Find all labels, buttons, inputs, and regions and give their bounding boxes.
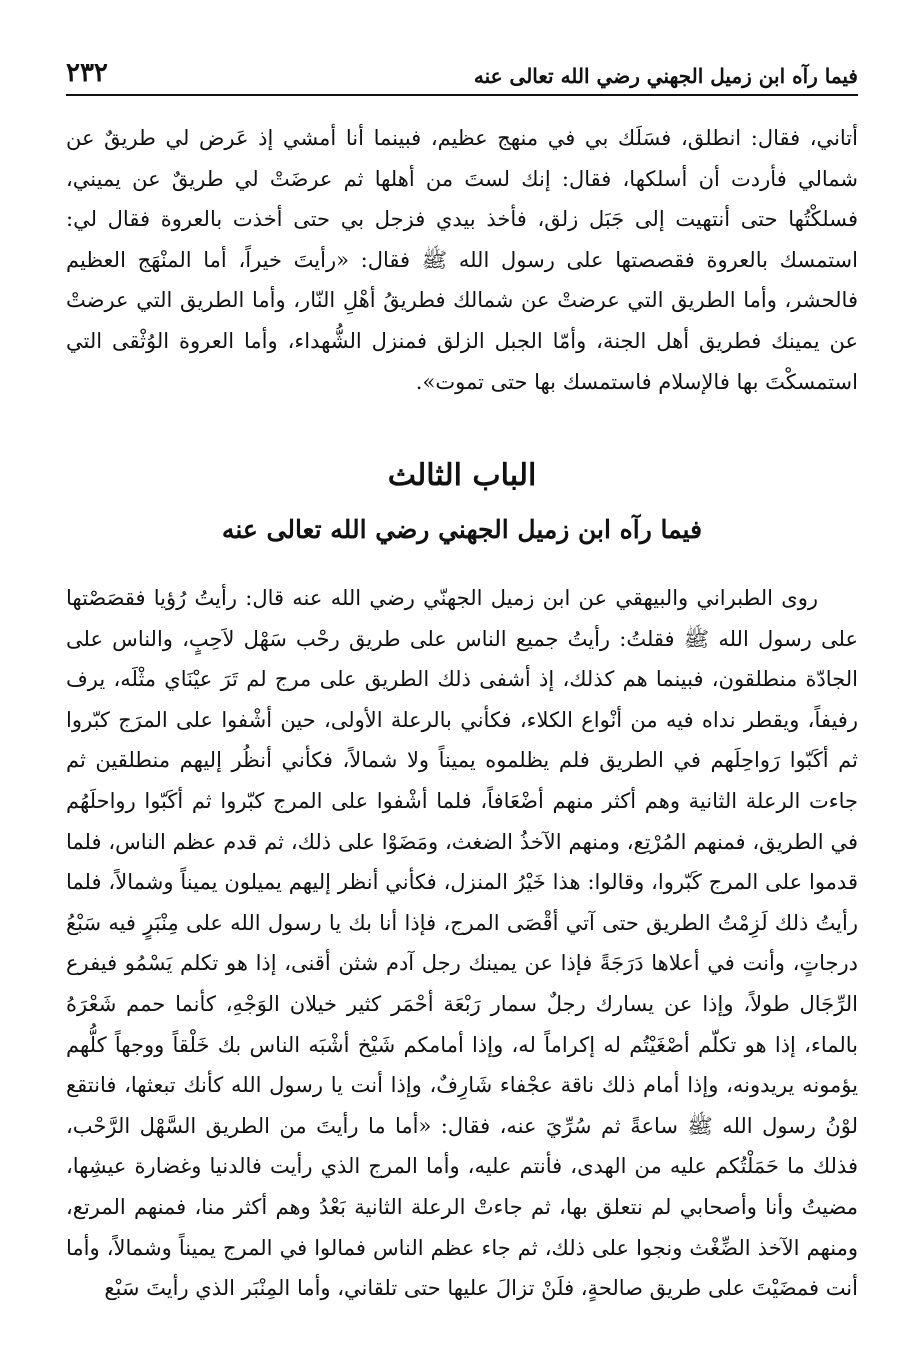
page-number: ٢٣٢ xyxy=(66,58,108,88)
page-header xyxy=(66,50,858,96)
chapter-heading: الباب الثالث xyxy=(387,458,537,493)
main-paragraph: روى الطبراني والبيهقي عن ابن زميل الجهنّي رضي الله عنه قال: رأيتُ رُؤيا فقصَصْتها على رسول الله ﷺ فقلتُ: رأيتُ جميع الناس على طريق رحْب سَهْل لاَحِبٍ، والناس على الجادّة منطلقون، فبينما هم كذلك، إذ أشفى ذلك الطريق على مرج لم تَرَ عيْنَاي مثْلَه، يرف رفيفاً، ويقطر نداه فيه من أنْواع الكلاء، فكأني بالرعلة الأولى، حين أشْفوا على المرَج كبّروا ثم أكَبّوا رَواحِلَهم في الطريق فلم يظلموه يميناً ولا شمالاً، فكأني أنظُر إليهم منطلقين ثم جاءت الرعلة الثانية وهم أكثر منهم أضْعَافاً، فلما أشْفوا على المرج كبّروا ثم أكَبّوا رواحلَهُم في الطريق، فمنهم المُرْتِع، ومنهم الآخذُ الضغث، ومَضَوْا على ذلك، ثم قدم عظم الناس، فلما قدموا على المرج كَبّروا، وقالوا: هذا خَيْرُ المنزل، فكأني أنظر إليهم يميلون يميناً وشمالاً، فلما رأيتُ ذلك لَزِمْتُ الطريق حتى آتي أقْصَى المرج، فإذا أنا بك يا رسول الله على مِنْبَرٍ فيه سَبْعُ درجاتٍ، وأنت في أعلاها دَرَجَةً فإذا عن يمينك رجل آدم شثن أقنى، إذا هو تكلم يَسْمُو فيفرع الرِّجَال طولاً، وإذا عن يسارك رجلٌ سمار رَبْعَة أحْمَر كثير خيلان الوَجْهِ، كأنما حمم شَعْرَهُ بالماء، إذا هو تكلّم أصْغَيْتُم له إكراماً له، وإذا أمامكم شَيْخ أشْبَه الناس بك خَلْقاً ووجهاً كلُّهم يؤمونه يريدونه، وإذا أمام ذلك ناقة عجْفاء شَارِفٌ، وإذا أنت يا رسول الله كأنك تبعثها، فانتقع لوْنُ رسول الله ﷺ ساعةً ثم سُرِّيَ عنه، فقال: «أما ما رأيتَ من الطريق السَّهْل الرَّحْب، فذلك ما حَمَلْتُكم عليه من الهدى، فأنتم عليه، وأما المرج الذي رأيت فالدنيا وغضارة عيشِها، مضيتُ وأنا وأصحابي لم نتعلق بها، ثم جاءتْ الرعلة الثانية بَعْدُ وهم أكثر منا، فمنهم المرتع، ومنهم الآخذ الضِّغْث ونجوا على ذلك، ثم جاء عظم الناس فمالوا في المرج يميناً وشمالاً، وأما أنت فمضَيْتَ على طريق صالحةٍ، فلَنْ تزالَ عليها حتى تلقاني، وأما المِنْبَر الذي رأيتَ سَبْع xyxy=(66,586,858,1301)
running-title: فيما رآه ابن زميل الجهني رضي الله تعالى عنه xyxy=(473,64,858,88)
chapter-subheading: فيما رآه ابن زميل الجهني رضي الله تعالى عنه xyxy=(221,515,703,544)
top-paragraph: أتاني، فقال: انطلق، فسَلَك بي في منهج عظيم، فبينما أنا أمشي إذ عَرض لي طريقٌ عن شمالي فأردت أن أسلكها، فقال: إنك لستَ من أهلها ثم عرضَتْ لي طريقٌ عن يميني، فسلكْتُها حتى أنتهيت إلى جَبَل زلق، فأخذ بيدي فزجل بي حتى أخذت بالعروة فقال لي: استمسك بالعروة فقصصتها على رسول الله ﷺ فقال: «رأيتَ خيراً، أما المنْهَج العظيم فالحشر، وأما الطريق التي عرضتْ عن شمالك فطريقُ أهْلِ النّار، وأما الطريق التي عرضتْ عن يمينك فطريق أهل الجنة، وأمّا الجبل الزلق فمنزل الشُّهداء، وأما العروة الوُثْقى التي استمسكْتَ بها فالإسلام فاستمسك بها حتى تموت». xyxy=(66,126,858,394)
